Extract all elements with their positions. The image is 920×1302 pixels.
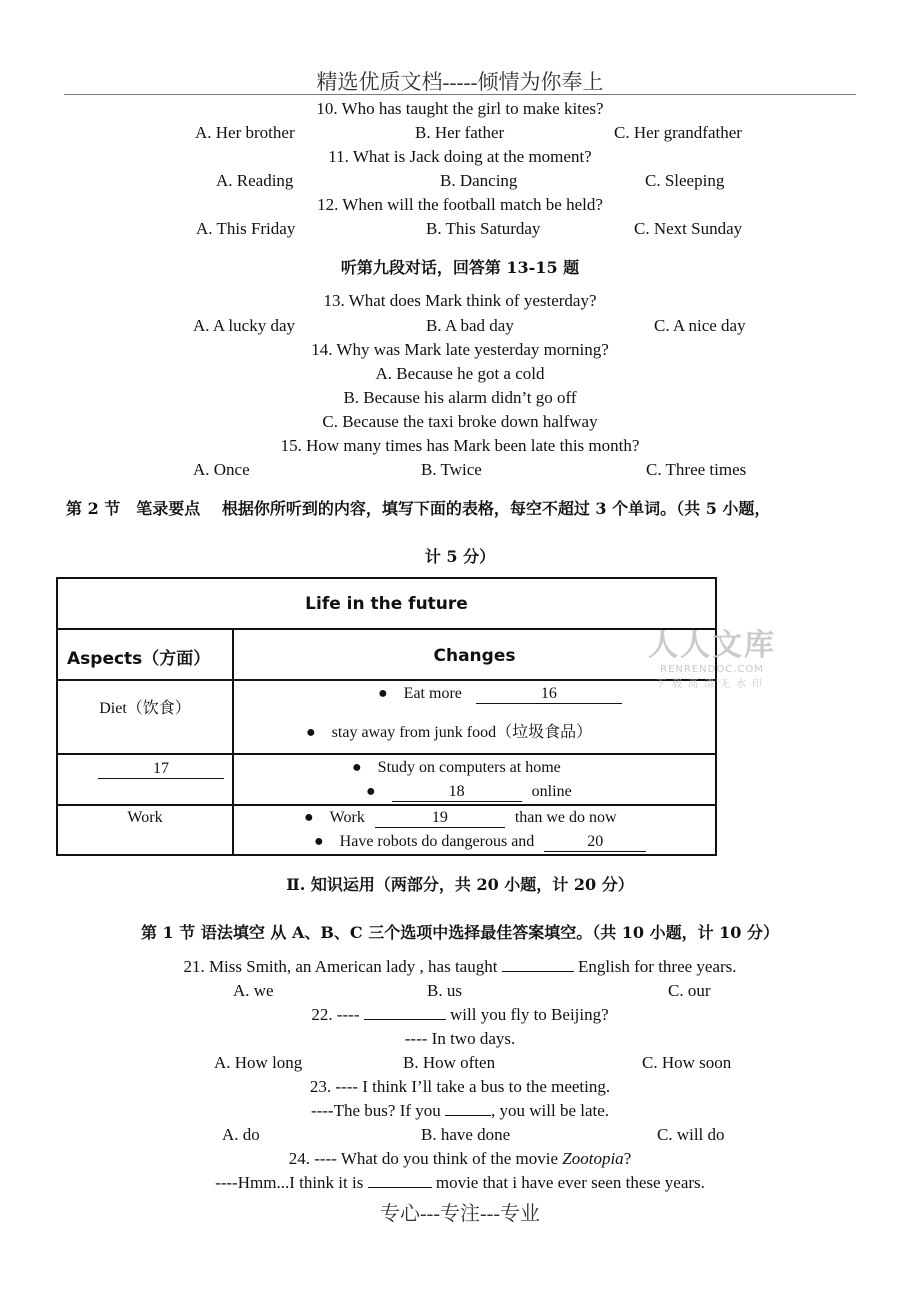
- q23-reply: [0, 1101, 920, 1121]
- blank-18[interactable]: 18: [392, 783, 522, 802]
- q12-option-a: A. This Friday: [196, 219, 296, 238]
- q10-option-a: A. Her brother: [195, 123, 295, 142]
- q10-option-c: C. Her grandfather: [614, 123, 742, 142]
- table-border-right: [715, 577, 717, 856]
- q21-option-c: C. our: [668, 981, 711, 1000]
- table-border-bottom: [56, 854, 717, 856]
- q22-suffix: will you fly to Beijing?: [450, 1005, 609, 1024]
- diet-item-2-text: stay away from junk food（垃圾食品）: [331, 724, 593, 741]
- q24-suffix: ?: [623, 1149, 632, 1168]
- q21-prefix: 21. Miss Smith, an American lady , has taught: [183, 957, 498, 976]
- q21-option-a: A. we: [233, 981, 274, 1000]
- question-23: 23. ---- I think I’ll take a bus to the meeting.: [309, 1077, 611, 1096]
- page-footer: 专心---专注---专业: [380, 1203, 540, 1225]
- table-title: Life in the future: [305, 594, 468, 614]
- row-work-item-1: [304, 809, 617, 828]
- q22-blank[interactable]: [364, 1019, 446, 1020]
- question-21: [0, 957, 920, 977]
- q14-option-b: B. Because his alarm didn’t go off: [343, 388, 577, 407]
- part-2-instructions: 第 2 节 笔录要点 根据你所听到的内容，填写下面的表格，每空不超过 3 个单词。（共 5 小题，: [66, 499, 771, 518]
- part-2-score: 计 5 分）: [424, 547, 496, 566]
- q24-reply: [0, 1173, 920, 1193]
- q12-option-c: C. Next Sunday: [634, 219, 743, 238]
- q11-option-c: C. Sleeping: [645, 171, 725, 190]
- blank-20[interactable]: 20: [544, 833, 646, 852]
- work-item-1-prefix: Work: [329, 809, 365, 826]
- question-14: 14. Why was Mark late yesterday morning?: [311, 340, 609, 359]
- table-header-aspects: Aspects（方面）: [67, 649, 211, 669]
- section-2-part-1-instructions: 第 1 节 语法填空 从 A、B、C 三个选项中选择最佳答案填空。（共 10 小题，计 10 分）: [140, 923, 780, 942]
- renrendoc-watermark: [648, 620, 776, 690]
- q15-option-c: C. Three times: [646, 460, 747, 479]
- q14-option-c: C. Because the taxi broke down halfway: [322, 412, 598, 431]
- bullet-icon: ●: [352, 759, 362, 776]
- q23-blank[interactable]: [445, 1115, 491, 1116]
- row-diet-aspect: Diet（饮食）: [99, 700, 191, 717]
- q21-option-b: B. us: [427, 981, 462, 1000]
- table-rule-3: [56, 753, 717, 755]
- table-border-top: [56, 577, 717, 579]
- q23-option-a: A. do: [222, 1125, 260, 1144]
- q23-reply-suffix: , you will be late.: [491, 1101, 610, 1120]
- work-item-1-suffix: than we do now: [514, 809, 617, 826]
- q22-option-c: C. How soon: [642, 1053, 732, 1072]
- row-2-aspect: [98, 760, 224, 779]
- q24-blank[interactable]: [368, 1187, 432, 1188]
- question-10: 10. Who has taught the girl to make kites?: [316, 99, 604, 118]
- q13-option-c: C. A nice day: [654, 316, 746, 335]
- section-9-heading: 听第九段对话，回答第 13-15 题: [340, 258, 580, 277]
- question-12: 12. When will the football match be held?: [317, 195, 603, 214]
- header-divider: [64, 94, 856, 95]
- table-rule-2: [56, 679, 717, 681]
- q11-option-a: A. Reading: [216, 171, 294, 190]
- watermark-url: RENRENDOC.COM: [660, 664, 764, 675]
- q23-option-c: C. will do: [657, 1125, 725, 1144]
- bullet-icon: ●: [378, 685, 388, 702]
- q21-blank[interactable]: [502, 971, 574, 972]
- q15-option-a: A. Once: [193, 460, 250, 479]
- row-2-item-1: [352, 759, 561, 777]
- question-24: [0, 1149, 920, 1169]
- row-2-item-2: [366, 783, 572, 802]
- page-header-title: 精选优质文档-----倾情为你奉上: [316, 70, 604, 94]
- row-2-item-2-suffix: online: [531, 783, 572, 800]
- q14-option-a: A. Because he got a cold: [375, 364, 545, 383]
- q22-prefix: 22. ----: [311, 1005, 360, 1024]
- blank-19[interactable]: 19: [375, 809, 505, 828]
- row-work-aspect: Work: [127, 809, 163, 826]
- table-rule-4: [56, 804, 717, 806]
- question-22: [0, 1005, 920, 1025]
- watermark-brand: 人人文库: [648, 628, 776, 663]
- row-diet-item-1: [378, 685, 622, 704]
- bullet-icon: ●: [366, 783, 376, 800]
- q24-reply-suffix: movie that i have ever seen these years.: [435, 1173, 705, 1192]
- q13-option-a: A. A lucky day: [193, 316, 295, 335]
- q10-option-b: B. Her father: [415, 123, 505, 142]
- blank-16[interactable]: 16: [476, 685, 622, 704]
- row-2-item-1-text: Study on computers at home: [377, 759, 561, 776]
- q12-option-b: B. This Saturday: [426, 219, 541, 238]
- row-work-item-2: [314, 833, 646, 852]
- question-11: 11. What is Jack doing at the moment?: [328, 147, 592, 166]
- q24-reply-prefix: ----Hmm...I think it is: [215, 1173, 364, 1192]
- q13-option-b: B. A bad day: [426, 316, 514, 335]
- table-header-changes: Changes: [433, 646, 516, 666]
- question-13: 13. What does Mark think of yesterday?: [323, 291, 597, 310]
- q15-option-b: B. Twice: [421, 460, 482, 479]
- table-rule-1: [56, 628, 717, 630]
- q24-prefix: 24. ---- What do you think of the movie: [288, 1149, 559, 1168]
- q22-option-a: A. How long: [214, 1053, 303, 1072]
- diet-item-1-prefix: Eat more: [403, 685, 462, 702]
- bullet-icon: ●: [314, 833, 324, 850]
- bullet-icon: ●: [304, 809, 314, 826]
- q24-movie-title: Zootopia: [562, 1149, 624, 1168]
- q23-reply-prefix: ----The bus? If you: [310, 1101, 441, 1120]
- work-item-2-prefix: Have robots do dangerous and: [339, 833, 535, 850]
- q21-suffix: English for three years.: [577, 957, 737, 976]
- q22-option-b: B. How often: [403, 1053, 496, 1072]
- watermark-tag: 下载高清无水印: [656, 679, 768, 690]
- bullet-icon: ●: [306, 724, 316, 741]
- q11-option-b: B. Dancing: [440, 171, 518, 190]
- q22-reply: ---- In two days.: [404, 1029, 516, 1048]
- question-15: 15. How many times has Mark been late this month?: [280, 436, 640, 455]
- q23-option-b: B. have done: [421, 1125, 511, 1144]
- row-diet-item-2: [306, 719, 592, 742]
- section-2-heading: Ⅱ. 知识运用（两部分，共 20 小题，计 20 分）: [286, 875, 634, 894]
- blank-17[interactable]: 17: [98, 760, 224, 779]
